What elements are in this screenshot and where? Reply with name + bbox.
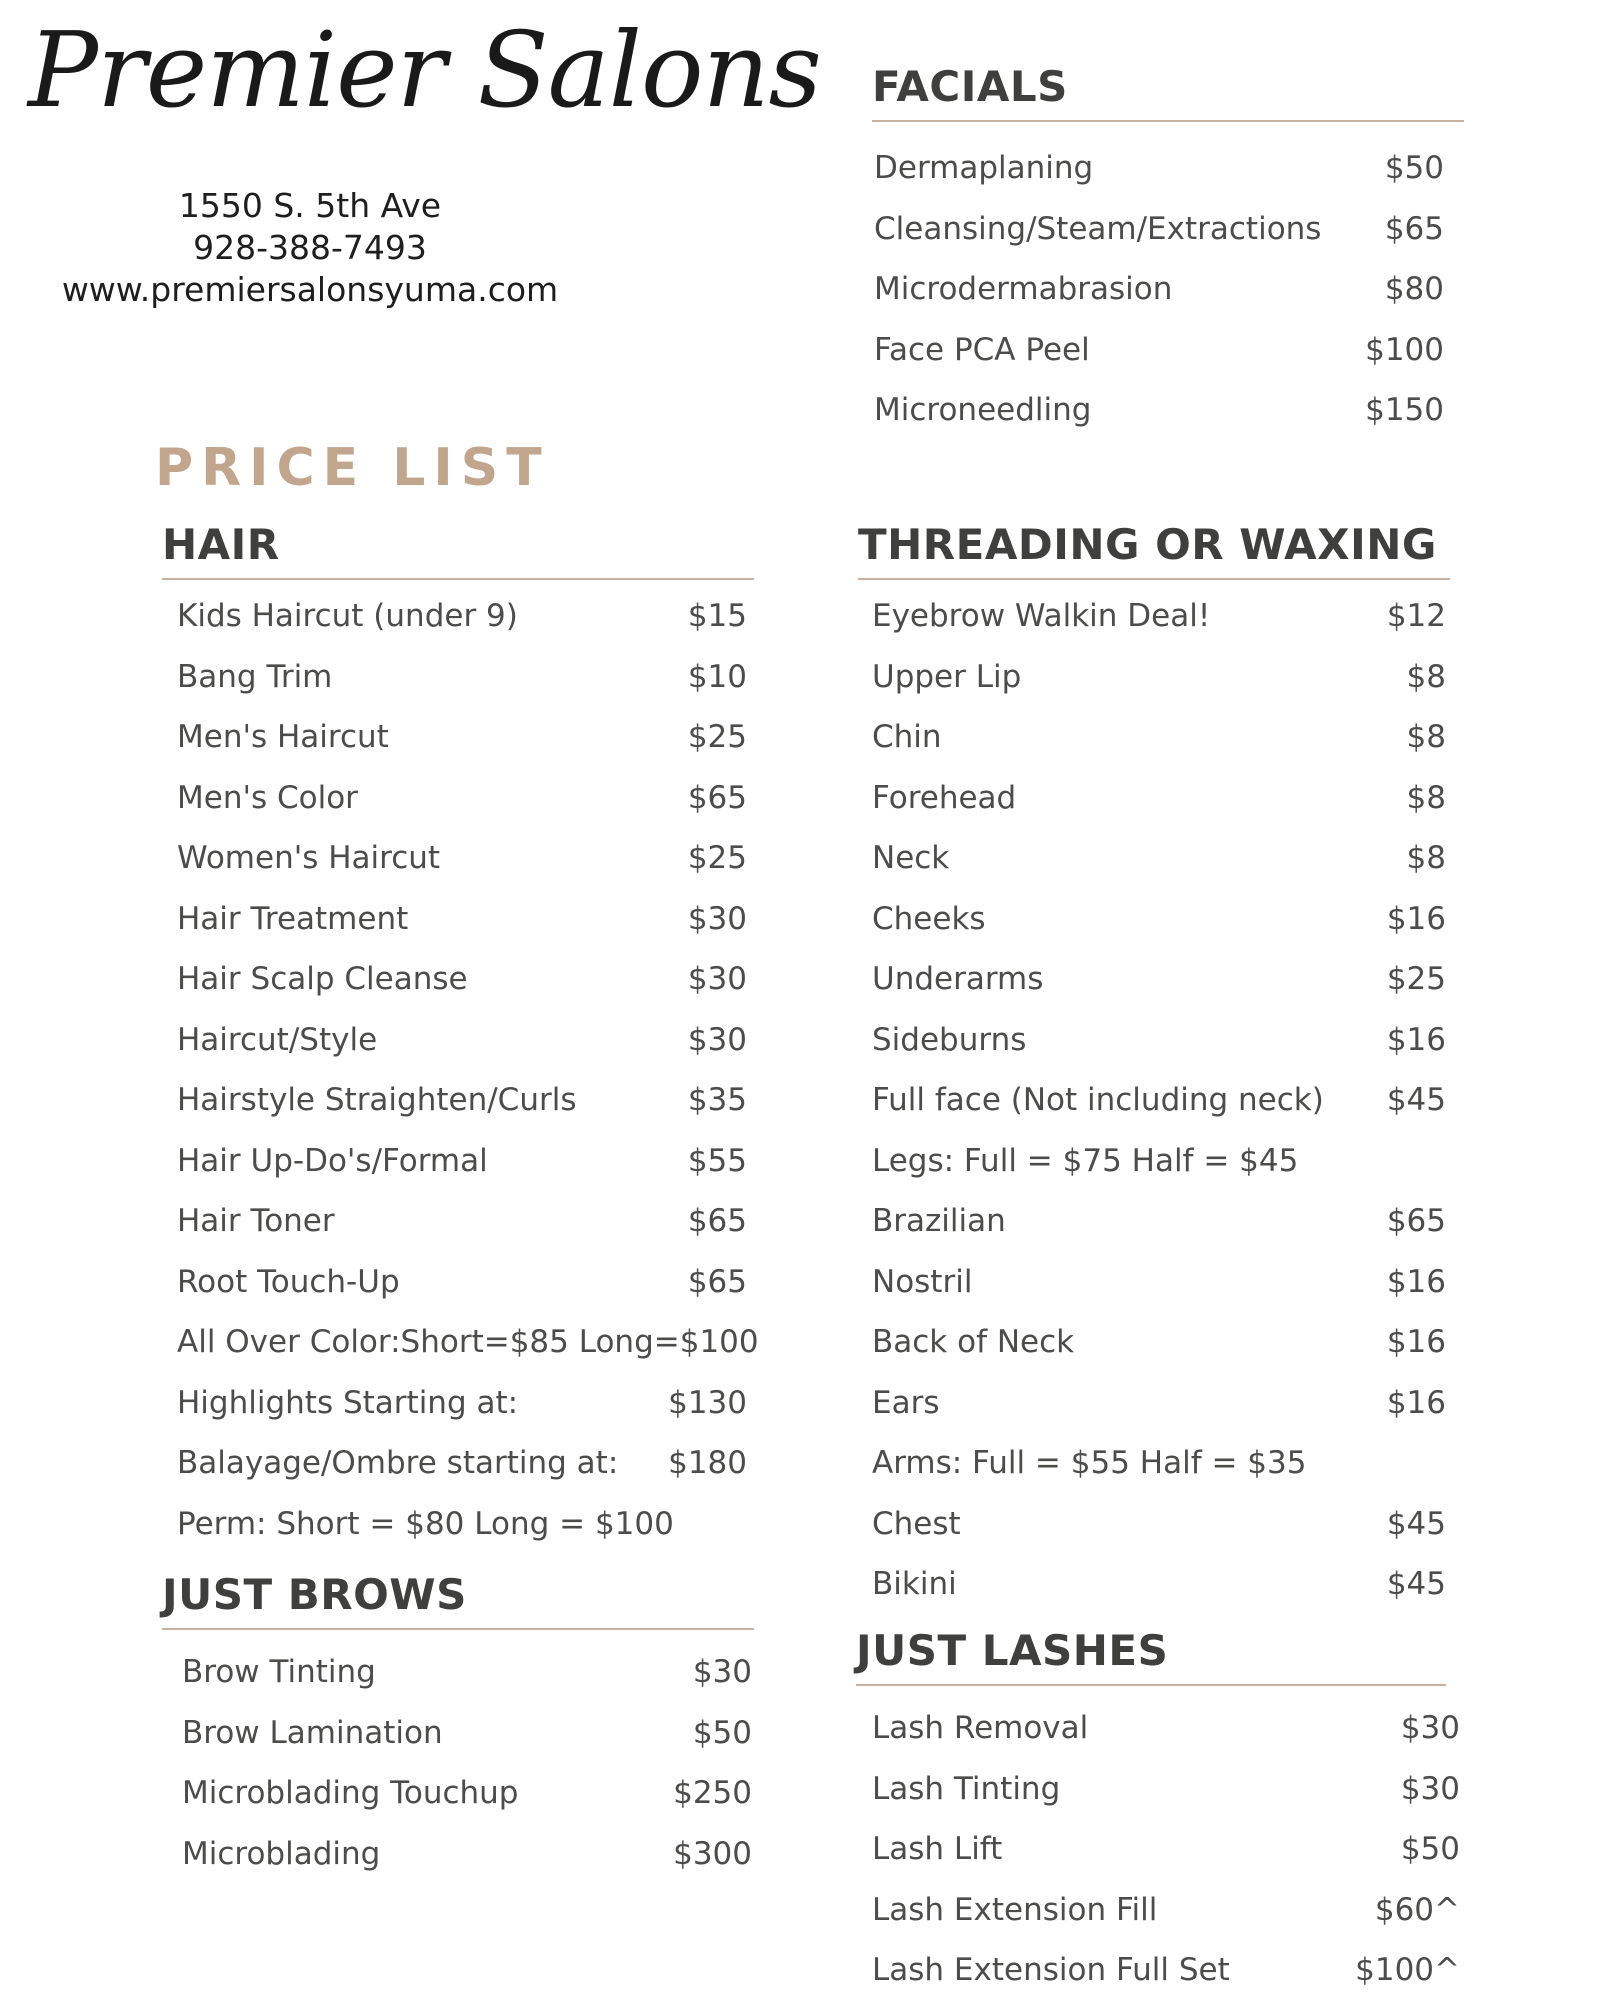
service-name: Eyebrow Walkin Deal! [872,598,1211,634]
price-list-item [177,1080,747,1141]
price-list-item [872,717,1446,778]
section-title-just-brows: JUST BROWS [162,1570,467,1619]
service-name: Hair Scalp Cleanse [177,961,468,997]
service-name: Lash Removal [872,1710,1089,1746]
list-just-brows [182,1652,752,1894]
service-price: $15 [687,598,747,634]
service-price: $25 [1386,961,1446,997]
service-price: $12 [1386,598,1446,634]
price-list-item [872,1201,1446,1262]
price-list-item [872,1322,1446,1383]
list-facials [874,148,1444,451]
list-just-lashes [872,1708,1460,2011]
price-list-item [177,657,747,718]
price-list-item [872,1141,1446,1202]
price-list-item [872,1383,1446,1444]
service-price: $50 [1400,1831,1460,1867]
price-list-item [182,1834,752,1895]
service-name: Legs: Full = $75 Half = $45 [872,1142,1299,1179]
service-name: Microblading Touchup [182,1775,519,1811]
service-name: Microneedling [874,392,1092,428]
service-price: $250 [673,1775,752,1811]
service-name: Hairstyle Straighten/Curls [177,1082,577,1118]
service-price: $10 [687,658,747,695]
service-price: $65 [687,779,747,816]
service-name: Hair Treatment [177,900,409,937]
service-price: $8 [1406,779,1446,816]
divider [162,578,754,580]
service-price: $25 [687,719,747,755]
price-list-item [872,899,1446,960]
service-name: Microblading [182,1835,381,1872]
service-name: Women's Haircut [177,840,441,876]
price-list-item [177,1504,747,1565]
section-title-hair: HAIR [162,520,280,569]
service-name: Face PCA Peel [874,331,1090,368]
service-name: Men's Haircut [177,719,389,755]
price-list-title: PRICE LIST [155,438,550,498]
price-list-item [874,390,1444,451]
service-price: $16 [1386,1021,1446,1058]
service-name: Chest [872,1505,961,1542]
service-name: Haircut/Style [177,1021,378,1058]
price-list-item [874,269,1444,330]
price-list-item [872,1504,1446,1565]
service-name: Ears [872,1384,940,1421]
price-list-item [872,1708,1460,1769]
service-price: $16 [1386,1384,1446,1421]
price-list-item [874,209,1444,270]
service-name: Upper Lip [872,658,1022,695]
service-name: Lash Tinting [872,1770,1061,1807]
service-price: $8 [1406,719,1446,755]
service-name: Perm: Short = $80 Long = $100 [177,1505,674,1542]
service-name: Lash Extension Full Set [872,1952,1230,1988]
service-price: $50 [692,1714,752,1751]
service-price: $100 [1365,331,1444,368]
service-price: $45 [1386,1082,1446,1118]
service-name: Hair Toner [177,1203,335,1239]
price-list-item [874,148,1444,209]
list-hair [177,596,759,1564]
service-price: $130 [668,1384,747,1421]
service-price: $150 [1365,392,1444,428]
brand-logo: Premier Salons [28,9,821,131]
service-price: $45 [1386,1566,1446,1602]
service-name: Root Touch-Up [177,1263,400,1300]
divider [858,578,1450,580]
divider [162,1628,754,1630]
price-list-item [872,1950,1460,2011]
price-list-item [182,1713,752,1774]
section-just-lashes [856,1626,1460,2011]
service-price: $30 [1400,1770,1460,1807]
price-list-item [872,959,1446,1020]
divider [872,120,1464,122]
service-name: Highlights Starting at: [177,1384,519,1421]
service-price: $25 [687,840,747,876]
service-price: $35 [687,1082,747,1118]
price-list-item [872,1020,1446,1081]
service-price: $30 [687,1021,747,1058]
service-price: $8 [1406,840,1446,876]
service-name: Underarms [872,961,1044,997]
service-name: Nostril [872,1263,973,1300]
section-title-facials: FACIALS [872,62,1068,111]
service-price: $65 [687,1203,747,1239]
service-name: Lash Extension Fill [872,1891,1158,1928]
price-list-item [177,1141,747,1202]
service-price: $65 [687,1263,747,1300]
price-list-item [182,1773,752,1834]
service-price: $100^ [1355,1952,1460,1988]
price-list-item [177,778,747,839]
price-list-item [177,899,747,960]
service-price: $80 [1384,271,1444,307]
price-list-item [872,778,1446,839]
service-price: $16 [1386,1263,1446,1300]
website-link[interactable]: www.premiersalonsyuma.com [61,270,559,309]
price-list-item [177,1020,747,1081]
service-name: Bang Trim [177,658,333,695]
price-list-item [177,959,747,1020]
price-list-item [177,1443,747,1504]
price-list-item [177,1201,747,1262]
price-list-item [872,1080,1446,1141]
service-name: Brow Tinting [182,1654,376,1690]
service-name: Balayage/Ombre starting at: [177,1445,619,1481]
phone-number: 928-388-7493 [193,228,427,267]
service-name: All Over Color:Short=$85 Long=$100 [177,1324,759,1360]
service-price: $30 [692,1654,752,1690]
service-price: $16 [1386,900,1446,937]
price-list-item [872,1443,1446,1504]
section-hair [162,520,759,1564]
service-name: Sideburns [872,1021,1027,1058]
price-list-item [872,1769,1460,1830]
price-list-item [177,717,747,778]
divider [856,1684,1446,1686]
service-price: $50 [1384,150,1444,186]
service-price: $55 [687,1142,747,1179]
section-threading-waxing [858,520,1450,1625]
service-name: Cheeks [872,900,986,937]
section-facials [872,62,1464,451]
service-price: $30 [687,900,747,937]
price-list-item [182,1652,752,1713]
price-list-item [177,1322,759,1383]
address: 1550 S. 5th Ave [178,186,442,225]
price-list-item [872,596,1446,657]
service-name: Back of Neck [872,1324,1075,1360]
service-name: Arms: Full = $55 Half = $35 [872,1445,1307,1481]
price-list-item [872,1829,1460,1890]
price-list-item [177,596,747,657]
service-price: $180 [668,1445,747,1481]
service-name: Hair Up-Do's/Formal [177,1142,488,1179]
section-just-brows [162,1570,754,1894]
section-title-just-lashes: JUST LASHES [856,1626,1169,1675]
service-price: $65 [1386,1203,1446,1239]
service-name: Brazilian [872,1203,1006,1239]
service-name: Dermaplaning [874,150,1094,186]
section-title-threading-waxing: THREADING OR WAXING [858,520,1437,569]
price-list-item [872,1564,1446,1625]
price-list-item [177,1383,747,1444]
service-name: Full face (Not including neck) [872,1082,1324,1118]
price-list-item [872,657,1446,718]
service-name: Cleansing/Steam/Extractions [874,210,1322,247]
service-price: $45 [1386,1505,1446,1542]
service-name: Brow Lamination [182,1714,443,1751]
service-name: Men's Color [177,779,358,816]
service-price: $65 [1384,210,1444,247]
service-name: Microdermabrasion [874,271,1173,307]
service-price: $30 [1400,1710,1460,1746]
service-price: $16 [1386,1324,1446,1360]
list-threading-waxing [872,596,1446,1625]
price-list-item [177,1262,747,1323]
price-list-item [874,330,1444,391]
price-list-item [177,838,747,899]
service-price: $30 [687,961,747,997]
price-list-item [872,1262,1446,1323]
service-name: Neck [872,840,950,876]
service-name: Forehead [872,779,1017,816]
service-name: Kids Haircut (under 9) [177,598,518,634]
price-list-item [872,1890,1460,1951]
service-price: $300 [673,1835,752,1872]
service-name: Bikini [872,1566,957,1602]
price-list-item [872,838,1446,899]
service-price: $8 [1406,658,1446,695]
service-name: Lash Lift [872,1831,1003,1867]
service-price: $60^ [1374,1891,1460,1928]
service-name: Chin [872,719,942,755]
